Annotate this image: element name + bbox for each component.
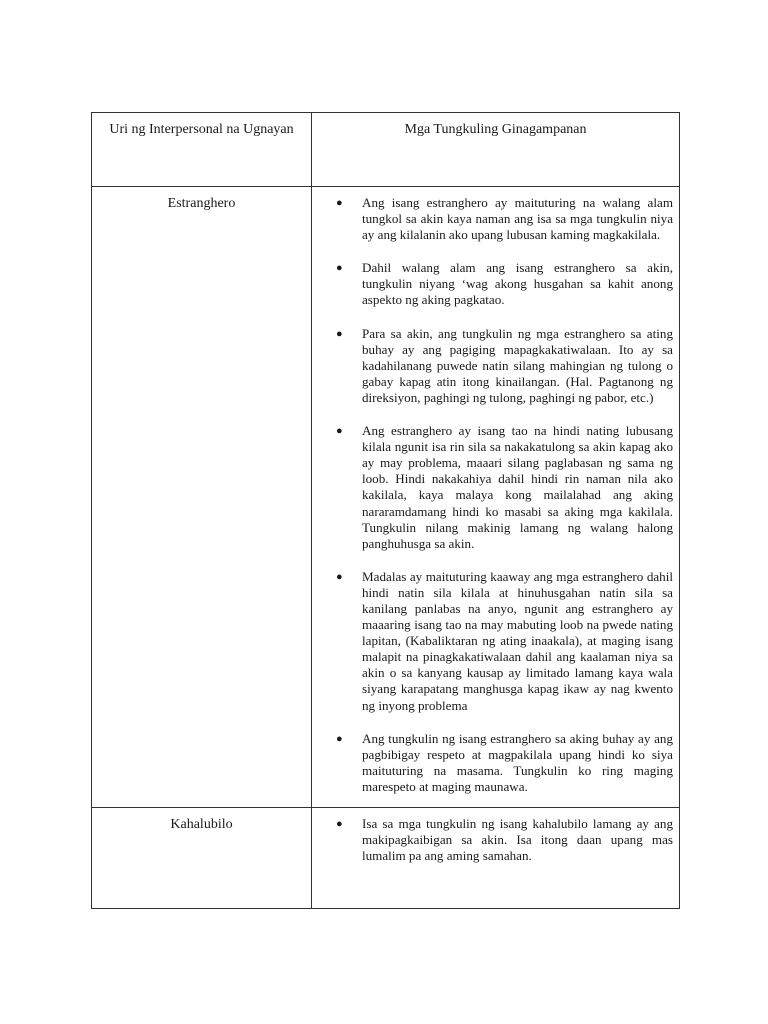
- bullet-icon: ●: [336, 570, 343, 583]
- header-relationship-type: Uri ng Interpersonal na Ugnayan: [92, 113, 312, 187]
- relationship-type-cell: Estranghero: [92, 187, 312, 808]
- header-roles: Mga Tungkuling Ginagampanan: [312, 113, 680, 187]
- list-item: [336, 195, 673, 243]
- list-item: [336, 569, 673, 714]
- list-item: [336, 423, 673, 552]
- list-item: [336, 731, 673, 795]
- bullet-icon: ●: [336, 818, 343, 830]
- roles-list: [336, 816, 673, 864]
- bullet-icon: ●: [336, 262, 343, 275]
- roles-cell: [312, 187, 680, 808]
- table-row: [92, 808, 680, 909]
- role-text: Dahil walang alam ang isang estranghero sa akin, tungkulin niyang ‘wag akong husgahan sa kahit anong aspekto ng aking pagkatao.: [362, 260, 673, 308]
- role-text: Ang tungkulin ng isang estranghero sa aking buhay ay ang pagbibigay respeto at magpakilala upang hindi ko siya maituturing na masama. Tungkulin ko ring maging marespeto at maging maunawa.: [362, 730, 673, 794]
- interpersonal-roles-table: [91, 112, 680, 909]
- bullet-icon: ●: [336, 327, 343, 340]
- role-text: Ang estranghero ay isang tao na hindi nating lubusang kilala ngunit isa rin sila sa nakakatulong sa akin kapag ako ay may problema, maaari silang paglabasan ng sama ng loob. Hindi nakakahiya dahil hindi rin naman nila ako kakilala, kaya malaya kong mailalahad ang aking nararamdamang hindi ko masabi sa aking mga kakilala. Tungkulin nilang makinig lamang ng walang halong panghuhusga sa akin.: [362, 423, 673, 551]
- bullet-icon: ●: [336, 197, 343, 209]
- roles-cell: [312, 808, 680, 909]
- list-item: [336, 260, 673, 308]
- relationship-type-cell: Kahalubilo: [92, 808, 312, 909]
- bullet-icon: ●: [336, 425, 343, 438]
- table-header-row: [92, 113, 680, 187]
- role-text: Ang isang estranghero ay maituturing na walang alam tungkol sa akin kaya naman ang isa sa mga tungkulin niya ay ang kilalanin ako upang lubusan kaming magkakilala.: [362, 195, 673, 243]
- table-row: [92, 187, 680, 808]
- role-text: Madalas ay maituturing kaaway ang mga estranghero dahil hindi natin sila kilala at hinuhusgahan natin sila sa kanilang panlabas na anyo, ngunit ang estranghero ay maaaring isang tao na may mabuting loob na pwede nating lapitan, (Kabaliktaran ng ating inaakala), at maging isang malapit na pinagkakatiwalaan dahil ang kaalaman niya sa akin o sa kanyang kausap ay limitado lamang kaya wala siyang karapatang manghusga kapag ikaw ay nag kwento ng inyong problema: [362, 568, 673, 713]
- roles-list: [336, 195, 673, 795]
- list-item: [336, 816, 673, 864]
- role-text: Para sa akin, ang tungkulin ng mga estranghero sa ating buhay ay ang pagiging mapagkakatiwalaan. Ito ay sa kadahilanang puwede natin silang mahingian ng tulong o gabay kapag atin itong kinailangan. (Hal. Pagtanong ng direksiyon, paghingi ng tulong, paghingi ng pabor, etc.): [362, 325, 673, 405]
- bullet-icon: ●: [336, 732, 343, 745]
- role-text: Isa sa mga tungkulin ng isang kahalubilo lamang ay ang makipagkaibigan sa akin. Isa itong daan upang mas lumalim pa ang aming samahan.: [362, 816, 673, 864]
- list-item: [336, 326, 673, 406]
